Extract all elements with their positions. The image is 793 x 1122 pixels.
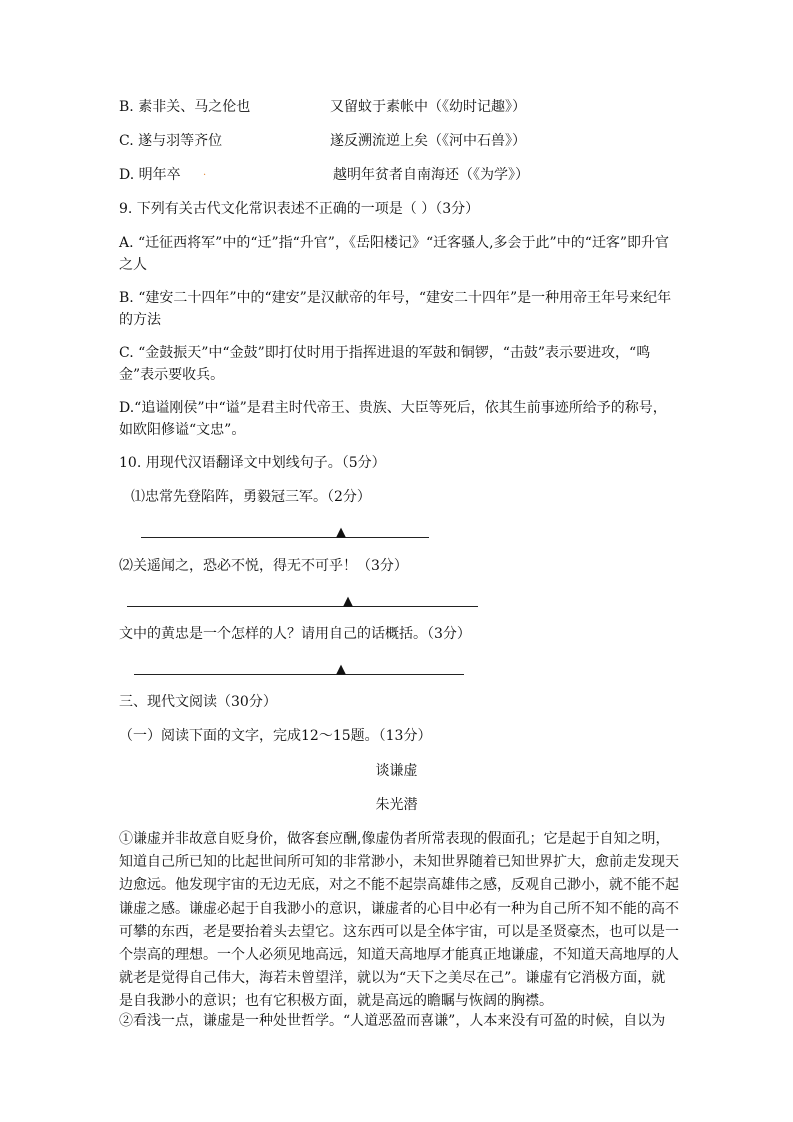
part-heading: （一）阅读下面的文字，完成12～15题。（13分） [119, 728, 432, 744]
option-c-left: C. 遂与羽等齐位 [119, 133, 223, 149]
essay-paragraph-1: ①谦虚并非故意自贬身价，做客套应酬,像虚伪者所常表现的假面孔；它是起于自知之明，知道自己所已知的比起世间所可知的非常渺小，未知世界随着已知世界扩大，愈前走发现天边愈远。他发现宇宙的无边无底，对之不能不起崇高雄伟之感，反观自己渺小，就不能不起谦虚之感。谦虚必起于自我渺小的意识，谦虚者的心目中必有一种为自己所不知不能的高不可攀的东西，老是要抬着头去望它。这东西可以是全体宇宙，可以是圣贤豪杰，也可以是一个崇高的理想。一个人必须见地高远，知道天高地厚才能真正地谦虚，不知道天高地厚的人就老是觉得自己伟大，海若未曾望洋，就以为“天下之美尽在己”。谦虚有它消极方面，就是自我渺小的意识；也有它积极方面，就是高远的瞻瞩与恢阔的胸襟。 [119, 831, 679, 1010]
q9-option-a: A. “迁征西将军”中的“迁”指“升官”，《岳阳楼记》“迁客骚人,多会于此”中的“迁客”即升官之人 [119, 235, 670, 273]
option-b-left: B. 素非关、马之伦也 [119, 99, 251, 115]
option-b-right: 又留蚊于素帐中（《幼时记趣》） [330, 99, 526, 115]
section-heading: 三、现代文阅读（30分） [119, 694, 277, 710]
option-d-left: D. 明年卒 [119, 167, 181, 183]
essay-author: 朱光潜 [375, 797, 418, 813]
essay-paragraph-2: ②看浅一点，谦虚是一种处世哲学。“人道恶盈而喜谦”，人本来没有可盈的时候，自以为 [119, 1013, 666, 1029]
answer-triangle-icon: ▲ [343, 594, 353, 609]
q11-stem: 文中的黄忠是一个怎样的人？请用自己的话概括。（3分） [119, 626, 471, 642]
answer-rule [141, 537, 429, 538]
answer-line-1[interactable] [141, 518, 429, 538]
q10-stem: 10. 用现代汉语翻译文中划线句子。（5分） [119, 455, 386, 471]
q10-sentence-2: ⑵关遥闻之，恐必不悦，得无不可乎！（3分） [119, 558, 408, 574]
q9-option-b: B. “建安二十四年”中的“建安”是汉献帝的年号，“建安二十四年”是一种用帝王年号来纪年的方法 [119, 290, 672, 328]
essay-title: 谈谦虚 [375, 763, 418, 779]
q10-sentence-1: ⑴忠常先登陷阵，勇毅冠三军。（2分） [131, 489, 371, 505]
option-c-right: 遂反溯流逆上矣（《河中石兽》） [330, 133, 526, 149]
q9-stem: 9. 下列有关古代文化常识表述不正确的一项是（ ）（3分） [119, 201, 480, 217]
q9-option-d: D.“追谥刚侯”中“谥”是君主时代帝王、贵族、大臣等死后，依其生前事迹所给予的称号，如欧阳修谥“文忠”。 [119, 400, 667, 438]
stray-mark: · [203, 170, 207, 181]
q9-option-c: C. “金鼓振天”中“金鼓”即打仗时用于指挥进退的军鼓和铜锣，“击鼓”表示要进攻，“鸣金”表示要收兵。 [119, 345, 651, 383]
answer-rule [127, 606, 478, 607]
answer-triangle-icon: ▲ [336, 525, 346, 540]
answer-line-2[interactable] [127, 587, 478, 607]
answer-line-3[interactable] [134, 655, 464, 675]
option-d-right: 越明年贫者自南海还（《为学》） [333, 167, 529, 183]
answer-rule [134, 674, 464, 675]
answer-triangle-icon: ▲ [336, 662, 346, 677]
